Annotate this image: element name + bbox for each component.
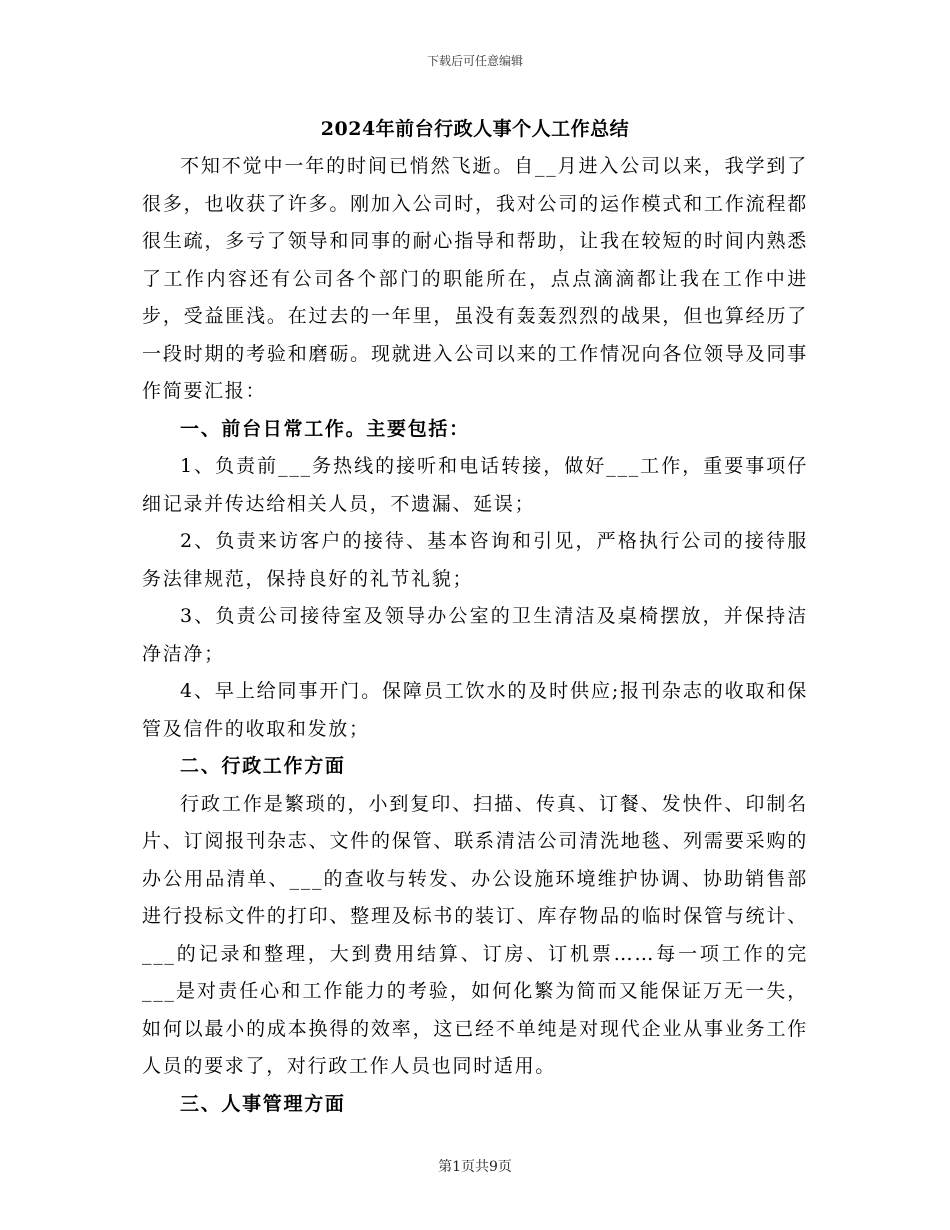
header-note: 下载后可任意编辑 [426, 54, 523, 68]
list-item: 1、负责前___务热线的接听和电话转接，做好___工作，重要事项仔细记录并传达给相关人员，不遗漏、延误； [142, 455, 808, 515]
section-heading-front-desk: 一、前台日常工作。主要包括： [180, 417, 470, 440]
list-item: 2、负责来访客户的接待、基本咨询和引见，严格执行公司的接待服务法律规范，保持良好的礼节礼貌； [142, 530, 808, 590]
list-item: 4、早上给同事开门。保障员工饮水的及时供应;报刊杂志的收取和保管及信件的收取和发放； [142, 680, 808, 740]
document-title: 2024年前台行政人事个人工作总结 [320, 118, 630, 140]
intro-paragraph: 不知不觉中一年的时间已悄然飞逝。自__月进入公司以来，我学到了很多，也收获了许多。刚加入公司时，我对公司的运作模式和工作流程都很生疏，多亏了领导和同事的耐心指导和帮助，让我在较短的时间内熟悉了工作内容还有公司各个部门的职能所在，点点滴滴都让我在工作中进步，受益匪浅。在过去的一年里，虽没有轰轰烈烈的战果，但也算经历了一段时期的考验和磨砺。现就进入公司以来的工作情况向各位领导及同事作简要汇报： [142, 155, 808, 402]
document-body [142, 148, 808, 1123]
section-heading-personnel: 三、人事管理方面 [180, 1092, 346, 1115]
page-footer: 第1页共9页 [438, 1159, 512, 1175]
administration-paragraph: 行政工作是繁琐的，小到复印、扫描、传真、订餐、发快件、印制名片、订阅报刊杂志、文件的保管、联系清洁公司清洗地毯、列需要采购的办公用品清单、___的查收与转发、办公设施环境维护协调、协助销售部进行投标文件的打印、整理及标书的装订、库存物品的临时保管与统计、___的记录和整理，大到费用结算、订房、订机票……每一项工作的完___是对责任心和工作能力的考验，如何化繁为简而又能保证万无一失，如何以最小的成本换得的效率，这已经不单纯是对现代企业从事业务工作人员的要求了，对行政工作人员也同时适用。 [142, 792, 808, 1077]
section-heading-administration: 二、行政工作方面 [180, 755, 346, 777]
list-item: 3、负责公司接待室及领导办公室的卫生清洁及桌椅摆放，并保持洁净洁净； [142, 605, 808, 665]
